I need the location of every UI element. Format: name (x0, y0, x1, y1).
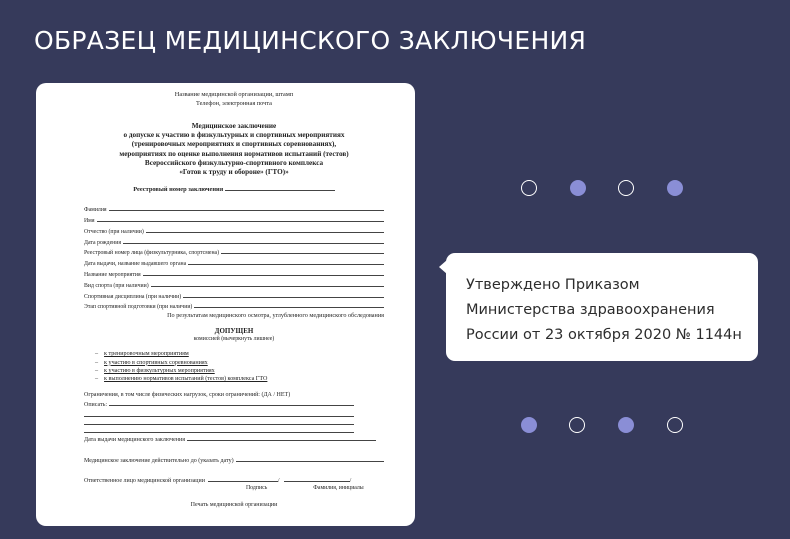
form-field (84, 269, 384, 280)
option-text: к выполнению нормативов испытаний (тестов) комплекса ГТО (104, 376, 268, 383)
exam-results-text: По результатам медицинского осмотра, углубленного медицинского обследования (167, 312, 384, 320)
approval-line: России от 23 октября 2020 № 1144н (466, 327, 742, 343)
approval-text (466, 273, 751, 348)
title-line: Всероссийского физкультурно-спортивного комплекса (144, 158, 324, 167)
form-field (84, 280, 384, 291)
signature-captions (84, 485, 384, 491)
admission-option (95, 367, 384, 375)
document-card (36, 83, 415, 526)
field-blank (183, 291, 384, 298)
approval-callout (446, 253, 758, 361)
document-title (84, 122, 384, 177)
admission-option (95, 375, 384, 383)
slash: / (349, 477, 352, 484)
form-field (84, 291, 384, 302)
slash: / (277, 477, 280, 484)
option-dash: – (95, 376, 99, 383)
field-blank (151, 280, 384, 287)
field-label: Этап спортивной подготовки (при наличии) (84, 304, 193, 311)
signature-caption: Подпись (246, 484, 268, 491)
option-text: к участию в физкультурных мероприятиях (104, 368, 215, 374)
responsible-label: Ответственное лицо медицинской организации (84, 477, 205, 484)
decorative-dot-filled (570, 180, 586, 196)
registry-blank (225, 184, 335, 191)
form-field (84, 247, 384, 258)
field-blank (97, 215, 384, 222)
registry-label: Реестровый номер заключения (133, 186, 224, 194)
admitted-heading: ДОПУЩЕН (214, 327, 254, 336)
form-field (84, 204, 384, 215)
issue-date-label: Дата выдачи медицинского заключения (84, 436, 185, 443)
header-line: Название медицинской организации, штамп (174, 91, 294, 98)
admission-option (95, 359, 384, 367)
form-field (84, 237, 384, 248)
issue-date-row (84, 434, 384, 443)
form-field (84, 301, 384, 312)
valid-until-row (84, 455, 384, 464)
title-line: «Готов к труду и обороне» (ГТО)» (179, 168, 289, 177)
name-blank (284, 475, 350, 482)
field-blank (221, 247, 384, 254)
field-label: Имя (84, 218, 95, 225)
field-label: Фамилия (84, 207, 107, 214)
describe-row (84, 399, 384, 409)
approval-line: Министерства здравоохранения (466, 302, 715, 318)
approval-line: Утверждено Приказом (466, 277, 640, 293)
field-blank (188, 258, 384, 265)
issue-date-blank (187, 434, 376, 441)
document-header (84, 91, 384, 108)
field-label: Дата выдачи, название выдавшего органа (84, 261, 187, 268)
blank-line (84, 425, 354, 433)
field-blank (194, 301, 384, 308)
medical-document (84, 91, 384, 508)
field-label: Вид спорта (при наличии) (84, 282, 149, 289)
decorative-dot-filled (618, 417, 634, 433)
form-field (84, 215, 384, 226)
field-label: Спортивная дисциплина (при наличии) (84, 293, 182, 300)
field-label: Дата рождения (84, 239, 122, 246)
option-text: к участию в спортивных соревнованиях (104, 359, 208, 366)
responsible-row (84, 475, 384, 484)
field-label: Отчество (при наличии) (84, 228, 144, 235)
decorative-dot-outline (667, 417, 683, 433)
decorative-dot-outline (521, 180, 537, 196)
describe-blank (109, 399, 354, 406)
admission-option (95, 350, 384, 358)
option-dash: – (95, 368, 99, 374)
admission-options (84, 350, 384, 384)
describe-label: Описать: (84, 401, 108, 408)
title-line: (тренировочных мероприятиях и спортивных соревнованиях), (131, 140, 337, 149)
form-field (84, 258, 384, 269)
field-blank (123, 237, 384, 244)
admitted-subtitle: комиссией (вычеркнуть лишнее) (193, 336, 275, 343)
limitations-text: Ограничения, в том числе физических нагрузок, сроки ограничений: (ДА / НЕТ) (84, 391, 291, 398)
registry-number (84, 184, 384, 193)
field-label: Название мероприятия (84, 272, 141, 278)
blank-line (84, 409, 354, 417)
field-label: Реестровый номер лица (физкультурника, спортсмена) (84, 250, 220, 257)
option-text: к тренировочным мероприятиям (104, 351, 189, 358)
decorative-dot-outline (569, 417, 585, 433)
field-blank (143, 269, 384, 276)
form-field (84, 226, 384, 237)
title-line: мероприятиях по оценке выполнения нормативов испытаний (тестов) (119, 149, 349, 158)
header-line: Телефон, электронная почта (196, 99, 272, 107)
name-caption: Фамилия, инициалы (313, 484, 364, 491)
title-line: о допуске к участию в физкультурных и спортивных мероприятиях (123, 131, 345, 140)
field-blank (109, 204, 384, 211)
valid-until-blank (236, 455, 384, 462)
signature-blank (208, 475, 278, 482)
page-title: ОБРАЗЕЦ МЕДИЦИНСКОГО ЗАКЛЮЧЕНИЯ (34, 26, 587, 55)
personal-fields (84, 204, 384, 312)
field-blank (146, 226, 384, 233)
decorative-dot-filled (667, 180, 683, 196)
decorative-dot-filled (521, 417, 537, 433)
seal-text: Печать медицинской организации (190, 501, 278, 508)
decorative-dot-outline (618, 180, 634, 196)
option-dash: – (95, 359, 99, 366)
title-line: Медицинское заключение (191, 122, 277, 130)
valid-until-label: Медицинское заключение действительно до (указать дату) (84, 457, 234, 464)
option-dash: – (95, 351, 99, 358)
blank-line (84, 417, 354, 425)
callout-tail (439, 260, 447, 274)
